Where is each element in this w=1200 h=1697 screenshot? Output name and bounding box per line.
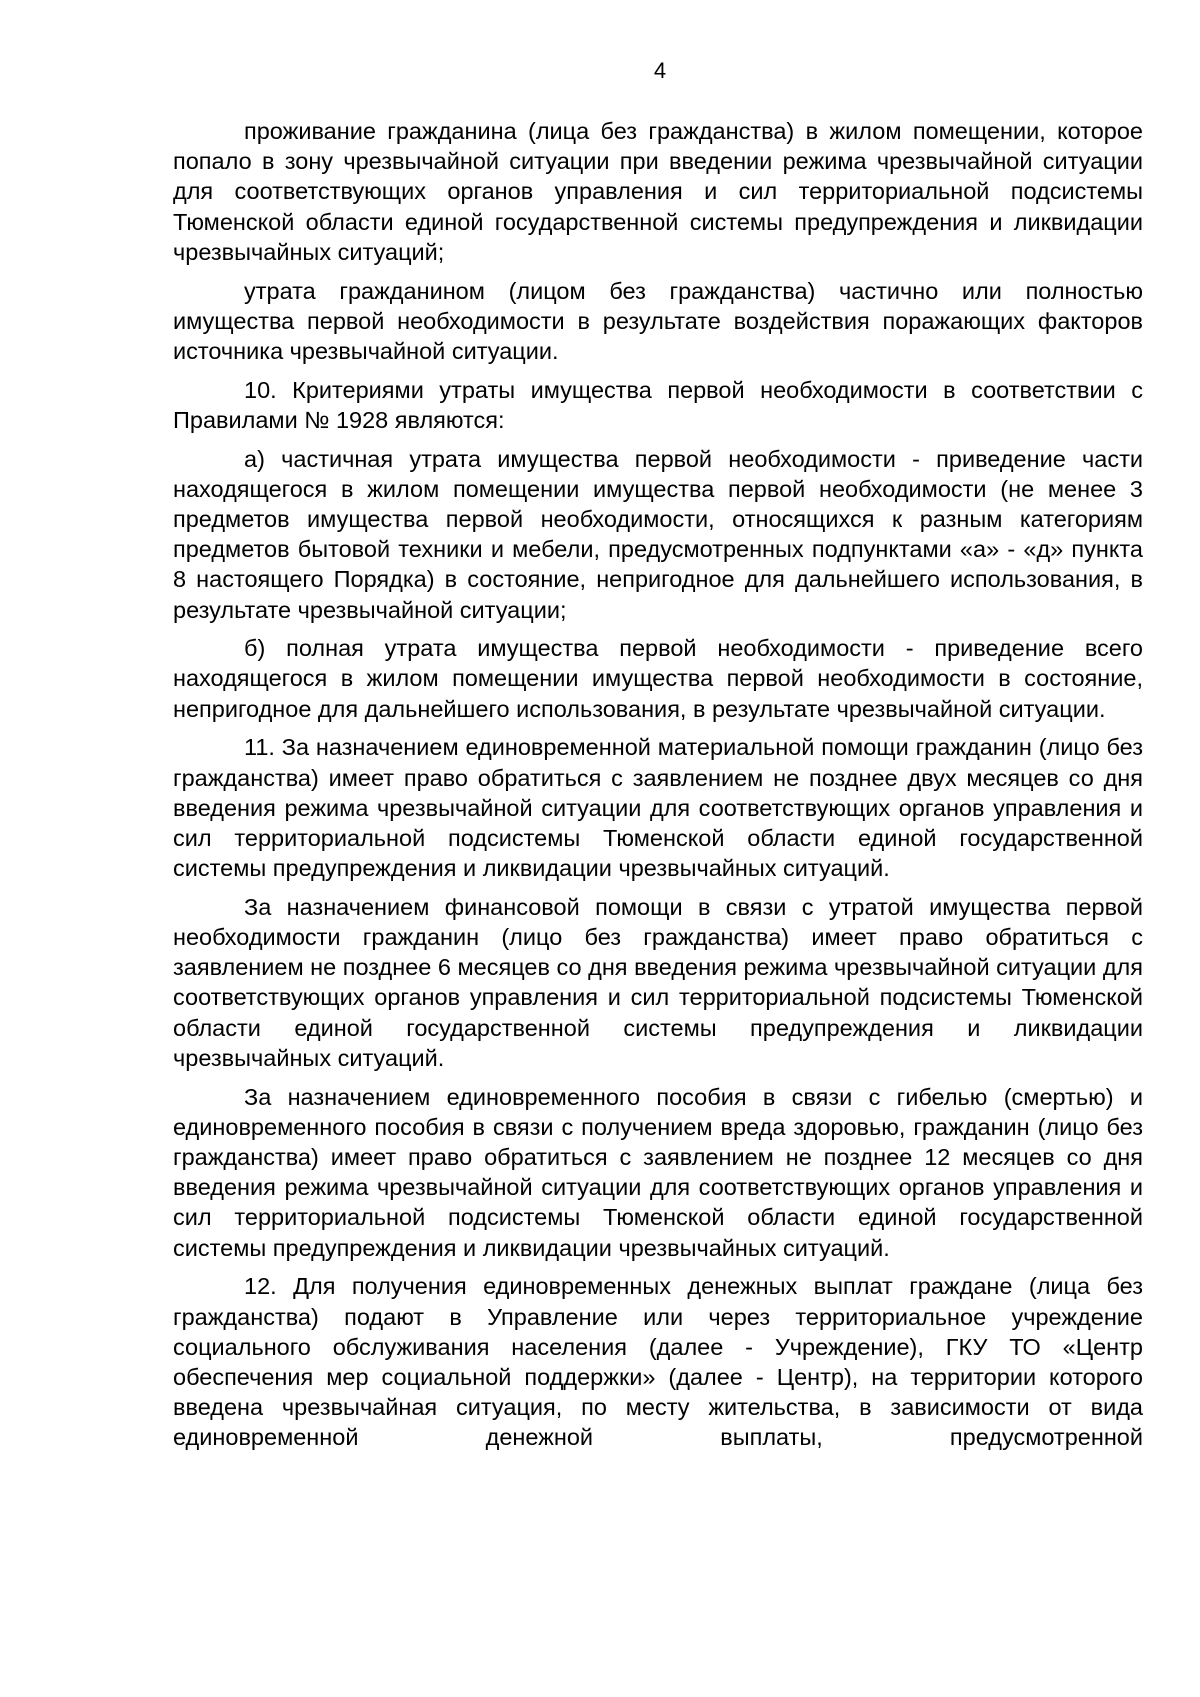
paragraph-property-loss-condition: утрата гражданином (лицом без гражданства) частично или полностью имущества первой необходимости в результате воздействия поражающих факторов источника чрезвычайной ситуации. bbox=[173, 277, 1143, 364]
paragraph-clause-10: 10. Критериями утраты имущества первой необходимости в соответствии с Правилами № 1928 являются: bbox=[173, 376, 1143, 433]
document-body bbox=[173, 116, 1143, 1453]
paragraph-clause-11-lump-sum-allowance: За назначением единовременного пособия в связи с гибелью (смертью) и единовременного пособия в связи с получением вреда здоровью, гражданин (лицо без гражданства) имеет право обратиться с заявлением не позднее 12 месяцев со дня введения режима чрезвычайной ситуации для соответствующих органов управления и сил территориальной подсистемы Тюменской области единой государственной системы предупреждения и ликвидации чрезвычайных ситуаций. bbox=[173, 1083, 1143, 1261]
page-number: 4 bbox=[653, 58, 667, 83]
paragraph-clause-11-financial-aid: За назначением финансовой помощи в связи с утратой имущества первой необходимости гражданин (лицо без гражданства) имеет право обратиться с заявлением не позднее 6 месяцев со дня введения режима чрезвычайной ситуации для соответствующих органов управления и сил территориальной подсистемы Тюменской области единой государственной системы предупреждения и ликвидации чрезвычайных ситуаций. bbox=[173, 893, 1143, 1071]
paragraph-clause-11: 11. За назначением единовременной материальной помощи гражданин (лицо без гражданства) имеет право обратиться с заявлением не позднее двух месяцев со дня введения режима чрезвычайной ситуации для соответствующих органов управления и сил территориальной подсистемы Тюменской области единой государственной системы предупреждения и ликвидации чрезвычайных ситуаций. bbox=[173, 734, 1143, 882]
paragraph-clause-10-b: б) полная утрата имущества первой необходимости - приведение всего находящегося в жилом помещении имущества первой необходимости в состояние, непригодное для дальнейшего использования, в результате чрезвычайной ситуации. bbox=[173, 635, 1143, 722]
paragraph-residence-condition: проживание гражданина (лица без гражданства) в жилом помещении, которое попало в зону чрезвычайной ситуации при введении режима чрезвычайной ситуации для соответствующих органов управления и сил территориальной подсистемы Тюменской области единой государственной системы предупреждения и ликвидации чрезвычайных ситуаций; bbox=[173, 118, 1143, 265]
paragraph-clause-10-a: а) частичная утрата имущества первой необходимости - приведение части находящегося в жилом помещении имущества первой необходимости (не менее 3 предметов имущества первой необходимости, относящихся к разным категориям предметов бытовой техники и мебели, предусмотренных подпунктами «а» - «д» пункта 8 настоящего Порядка) в состояние, непригодное для дальнейшего использования, в результате чрезвычайной ситуации; bbox=[173, 445, 1143, 623]
paragraph-clause-12: 12. Для получения единовременных денежных выплат граждане (лица без гражданства) подают в Управление или через территориальное учреждение социального обслуживания населения (далее - Учреждение), ГКУ ТО «Центр обеспечения мер социальной поддержки» (далее - Центр), на территории которого введена чрезвычайная ситуация, по месту жительства, в зависимости от вида единовременной денежной выплаты, предусмотренной bbox=[173, 1273, 1143, 1451]
